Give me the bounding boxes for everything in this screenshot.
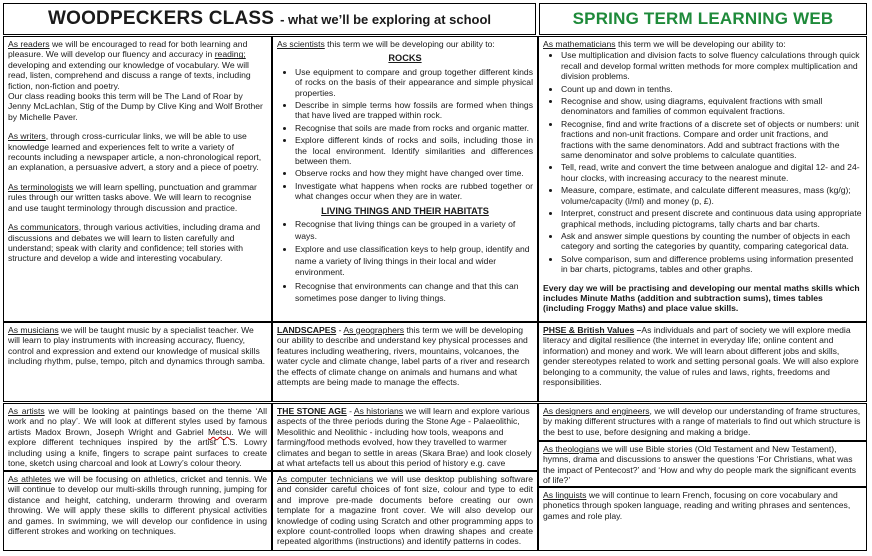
web-title-banner: [539, 3, 867, 35]
list-item: • Count up and down in tenths.: [561, 84, 862, 94]
history-box: [272, 403, 538, 471]
geography-box: [272, 322, 538, 402]
historians-label: As historians: [353, 406, 404, 416]
pshe-topic: PHSE & British Values: [543, 325, 635, 335]
landscapes-topic: LANDSCAPES: [277, 325, 337, 335]
english-box: [3, 36, 272, 322]
music-text: we will be taught music by a specialist teacher. We will learn to play instruments with increasing accuracy, fluency, control and expression and extend our knowledge of musical skills including rhythm, pulse, tempo, pitch and dynamics through samba.: [8, 325, 265, 367]
terminologists-label: As terminologists: [8, 181, 74, 192]
readers-text-continued: developing and extending our knowledge of vocabulary. We will read, listen, comprehend and discuss a range of texts, including fiction, non-fiction and poetry.: [8, 59, 251, 91]
history-text: we will learn and explore various aspects of the three periods during the Stone Age - Palaeolithic, Mesolithic and Neolithic - including how tools, weapons and farming/food methods evolved, how they travelled to warmer climates and began to settle in areas (Skara Brae) and look closely at what artefacts tell us about this period of history e.g. cave: [277, 406, 532, 469]
rocks-list: [277, 67, 533, 202]
list-item: • Recognise, find and write fractions of a discrete set of objects or numbers: unit fractions and non-unit fractions. Compare and order unit fractions, and fractions with the same denominators. Add and subtract fractions with the same denominator and solve problems to calculate quantities.: [561, 119, 862, 161]
list-item: • Recognise and show, using diagrams, equivalent fractions with small denominators and families of common equivalent fractions.: [561, 96, 862, 117]
class-title: WOODPECKERS CLASS: [47, 8, 275, 29]
re-box: [538, 441, 867, 487]
re-text: we will use Bible stories (Old Testament and New Testament), hymns, drama and discussions to answer the questions ‘For Christians, what was the impact of Pentecost?’ and ‘How and why do people mark the significant events of life?’: [543, 444, 857, 486]
readers-label: As readers: [8, 39, 50, 49]
list-item: • Ask and answer simple questions by counting the number of objects in each category and sorting the categories by quantity, comparing categorical data.: [561, 231, 862, 252]
list-item: • Interpret, construct and present discrete and continuous data using appropriate graphical methods, including pictograms, tally charts and bar charts.: [561, 208, 862, 229]
communicators-paragraph: [8, 222, 267, 264]
athletes-label: As athletes: [8, 474, 52, 484]
list-item: • Tell, read, write and convert the time between analogue and digital 12- and 24-hour clocks, with increasing accuracy to the nearest minute.: [561, 162, 862, 183]
daily-maths-note: Every day we will be practising and developing our mental maths skills which includes Minute Maths (addition and subtraction sums), times tables (including Froggy Maths) and place value skills.: [543, 282, 860, 314]
dt-text: , we will develop our understanding of frame structures, by making different structures with a range of materials to find out which structure is the best to use, before designing and making a bridge.: [543, 406, 861, 437]
communicators-text: , through various activities, including drama and discussions and debates we will learn to listen carefully and understand; speak with clarity and confidence; tell stories with structure and develop a wide and interesting vocabulary.: [8, 222, 261, 264]
scientists-label: As scientists: [277, 39, 325, 49]
writers-paragraph: [8, 131, 267, 173]
class-reading-books: Our class reading books this term will be The Land of Roar by Jenny McLachlan, Stig of the Dump by Clive King and Wolf Brother by Michelle Paver.: [8, 91, 263, 122]
art-box: [3, 403, 272, 471]
dt-box: [538, 403, 867, 441]
geographers-label: As geographers: [343, 325, 405, 335]
living-things-list: [277, 219, 533, 304]
readers-text: we will be encouraged to read for both learning and pleasure. We will develop our fluency and accuracy in: [8, 39, 248, 60]
list-item: • Use equipment to compare and group together different kinds of rocks on the basis of their appearance and simple physical properties.: [295, 67, 533, 98]
geography-dash: -: [336, 325, 344, 335]
pe-text: we will be focusing on athletics, cricket and tennis. We will continue to develop our multi-skills through running, jumping for distance and height, catching, underarm throwing and overarm throwing. We will apply these skills to different physical activities and games. In swimming, we will develop our confidence in using different strokes and working on techniques.: [8, 474, 268, 537]
communicators-label: As communicators: [8, 222, 79, 233]
musicians-label: As musicians: [8, 325, 59, 335]
writers-text: , through cross-curricular links, we will be able to use knowledge learned and experiences felt to write a variety of recounts including a newspaper article, a non-chronological report, an explanation, a persuasive advert, a story and a piece of poetry.: [8, 131, 262, 173]
history-dash: -: [346, 406, 354, 416]
list-item: • Observe rocks and how they might have changed over time.: [295, 168, 533, 178]
list-item: • Measure, compare, estimate, and calculate different measures, mass (kg/g); volume/capacity (l/ml) and money (p, £).: [561, 185, 862, 206]
geography-text: this term we will be developing our ability to describe and understand key physical processes and features including weathering, rivers, mountains, volcanoes, the water cycle and climate change, label parts of a river and research the effects of climate change on animals and humans and what attempts are being made to manage the effects.: [277, 325, 530, 388]
designers-label: As designers and engineers: [543, 406, 650, 416]
list-item: • Investigate what happens when rocks are rubbed together or what changes occur when they are in water.: [295, 181, 533, 202]
list-item: • Explore different kinds of rocks and soils, including those in the local environment. Identify similarities and differences between them.: [295, 135, 533, 166]
learning-web-page: [3, 3, 867, 551]
linguists-label: As linguists: [543, 490, 587, 500]
pshe-text: As individuals and part of society we will explore media literacy and digital resilience (the internet in everyday life; online content and information) and money and work. We will learn about different jobs and skills, gender stereotypes related to work and setting personal goals. We will also explore belonging to a community, the value of rules and laws, rights, freedoms and responsibilities.: [543, 325, 859, 388]
list-item: • Recognise that living things can be grouped in a variety of ways.: [295, 219, 533, 242]
list-item: • Use multiplication and division facts to solve fluency calculations through quick recall and develop formal written methods for more complex multiplication and division problems.: [561, 50, 862, 81]
list-item: • Solve comparison, sum and difference problems using information presented in bar charts, pictograms, tables and other graphs.: [561, 254, 862, 275]
languages-box: [538, 487, 867, 551]
computing-text: we will use desktop publishing software and consider careful choices of font size, colour and type to edit and improve pre-made documents before creating our own template for a magazine front cover. We will also develop our knowledge of coding using Scratch and other programming apps to explore count-controlled loops when drawing shapes and create repeated algorithms (instructions) and identify patterns in codes.: [277, 474, 533, 547]
pe-box: [3, 471, 272, 551]
pshe-dash: –: [634, 325, 642, 335]
science-intro: [277, 39, 533, 49]
languages-text: we will continue to learn French, focusing on core vocabulary and phonetics through spoken language, reading and writing phrases and sentences, games and role play.: [543, 490, 851, 521]
computer-technicians-label: As computer technicians: [277, 474, 374, 484]
pshe-box: [538, 322, 867, 402]
readers-paragraph: [8, 39, 267, 122]
rocks-title: ROCKS: [388, 53, 422, 64]
maths-box: [538, 36, 867, 322]
science-intro-text: this term we will be developing our ability to:: [324, 39, 495, 49]
list-item: • Describe in simple terms how fossils are formed when things that have lived are trapped within rock.: [295, 100, 533, 121]
writers-label: As writers: [8, 131, 46, 142]
class-subtitle: - what we’ll be exploring at school: [280, 11, 492, 27]
terminologists-paragraph: [8, 182, 267, 213]
computing-box: [272, 471, 538, 551]
web-title: SPRING TERM LEARNING WEB: [572, 9, 834, 28]
maths-intro: [543, 39, 862, 49]
list-item: • Explore and use classification keys to help group, identify and name a variety of living things in their local and wider environment.: [295, 244, 533, 279]
maths-intro-text: this term we will be developing our ability to:: [615, 39, 786, 49]
artists-label: As artists: [8, 406, 45, 416]
living-things-title: LIVING THINGS AND THEIR HABITATS: [321, 205, 489, 216]
list-item: • Recognise that soils are made from rocks and organic matter.: [295, 123, 533, 133]
art-text-continued: . We will explore different techniques inspired by the artist L.S. Lowry including using a knife, fingers to scrape paint surfaces to create tone, sketch using charcoal and look at Lowry’s colour theory.: [8, 426, 267, 469]
class-title-banner: [3, 3, 536, 35]
stone-age-topic: THE STONE AGE: [277, 406, 347, 416]
theologians-label: As theologians: [543, 444, 600, 454]
science-box: [272, 36, 538, 322]
list-item: • Recognise that environments can change and that this can sometimes pose danger to living things.: [295, 281, 533, 304]
music-box: [3, 322, 272, 402]
mathematicians-label: As mathematicians: [543, 39, 616, 49]
metsu-word: Metsu: [207, 426, 232, 437]
terminologists-text: we will learn spelling, punctuation and grammar rules through our written tasks above. We will learn to recognise and use taught terminology through discussion and practice.: [8, 181, 257, 213]
art-text: we will be looking at paintings based on the theme ‘All work and no play’. We will look at different styles used by famous artists Madox Brown, Joseph Wright and Gabriel: [8, 406, 267, 437]
maths-list: [543, 50, 862, 274]
reading-word: reading;: [214, 49, 246, 60]
